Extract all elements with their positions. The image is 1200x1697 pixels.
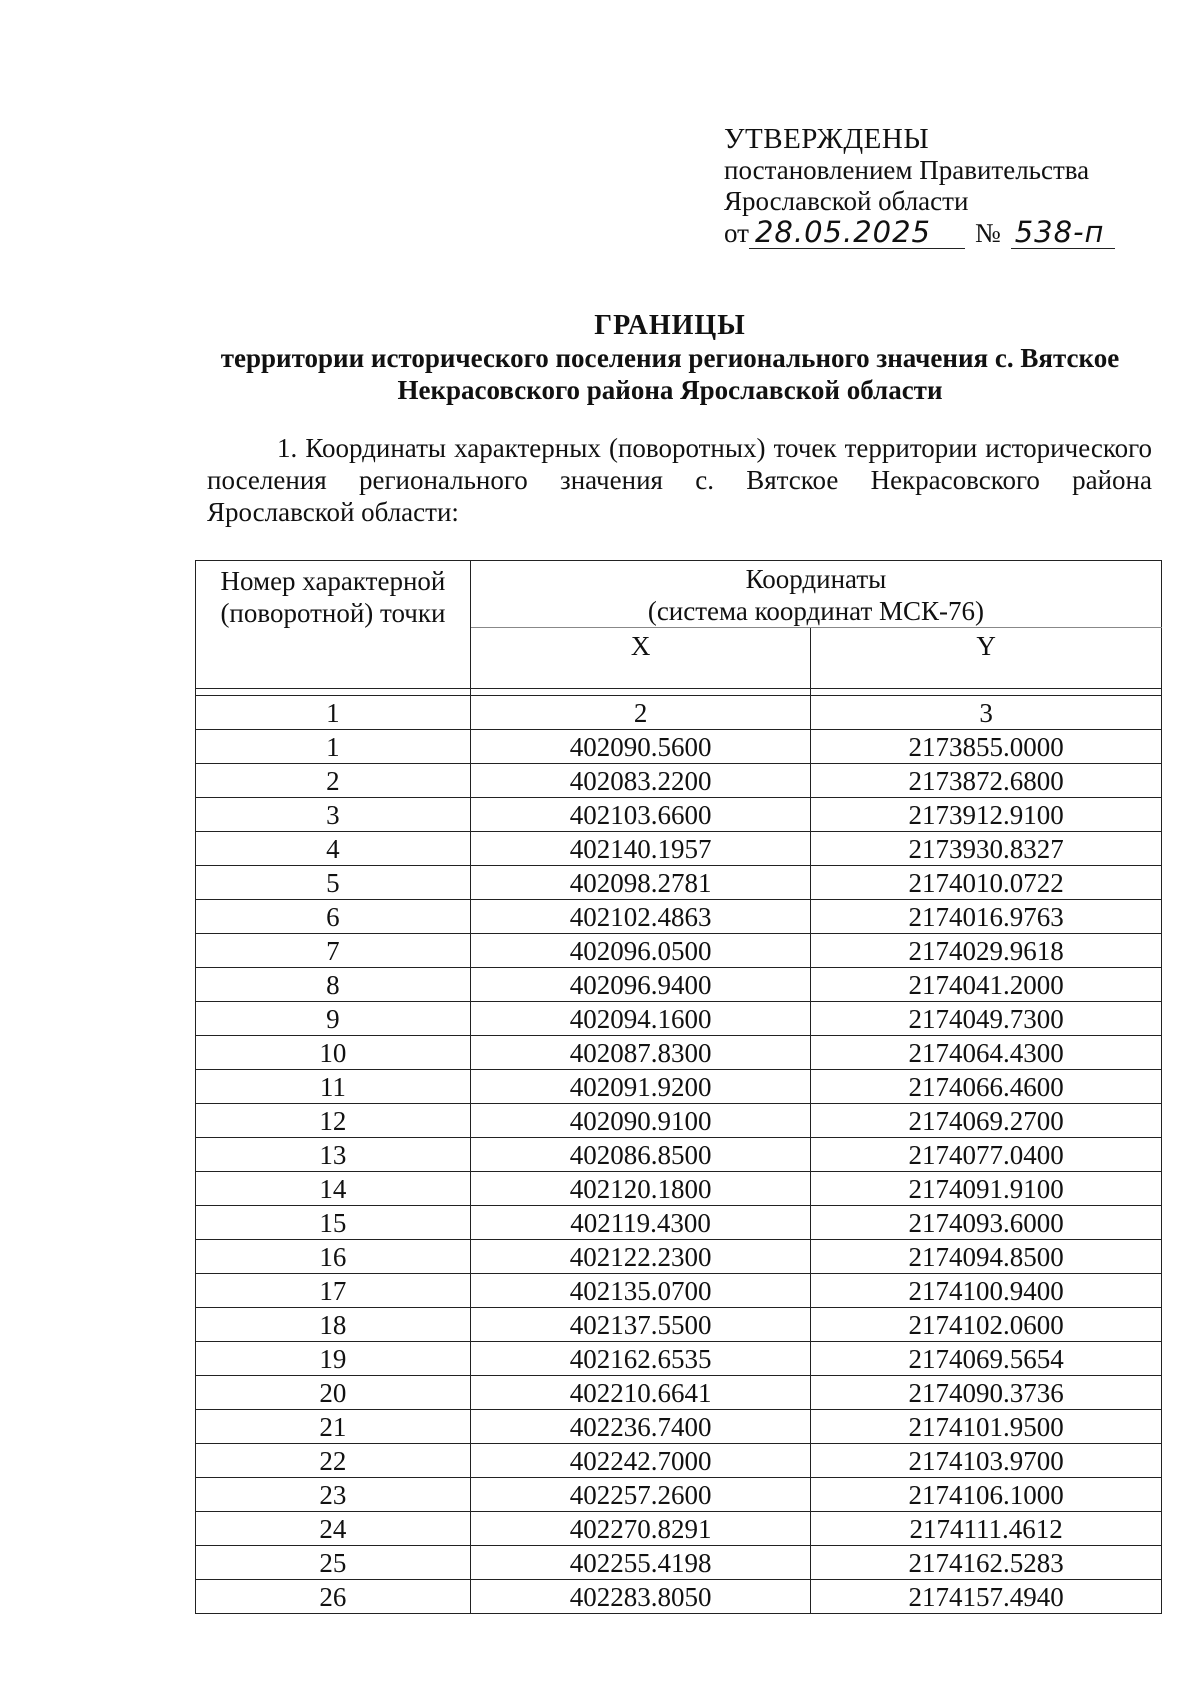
- approval-date-number-line: [724, 217, 1115, 249]
- y-coordinate-cell: 2174162.5283: [811, 1546, 1162, 1580]
- x-coordinate-cell: 402270.8291: [470, 1512, 810, 1546]
- table-row: [196, 1240, 1162, 1274]
- y-coordinate-cell: 2174066.4600: [811, 1070, 1162, 1104]
- x-coordinate-cell: 402283.8050: [470, 1580, 810, 1614]
- table-row: [196, 1206, 1162, 1240]
- table-row: [196, 1512, 1162, 1546]
- y-coordinate-cell: 2174010.0722: [811, 866, 1162, 900]
- point-number-cell: 21: [196, 1410, 471, 1444]
- column-number-row: [196, 696, 1162, 730]
- table-row: [196, 730, 1162, 764]
- header-point-number-text: Номер характерной (поворотной) точки: [220, 566, 446, 628]
- table-row: [196, 934, 1162, 968]
- y-coordinate-cell: 2174103.9700: [811, 1444, 1162, 1478]
- table-row: [196, 1104, 1162, 1138]
- y-coordinate-cell: 2173855.0000: [811, 730, 1162, 764]
- point-number-cell: 2: [196, 764, 471, 798]
- point-number-cell: 7: [196, 934, 471, 968]
- approval-ot-label: от: [724, 218, 749, 248]
- document-title-block: [190, 310, 1150, 406]
- y-coordinate-cell: 2173912.9100: [811, 798, 1162, 832]
- x-coordinate-cell: 402257.2600: [470, 1478, 810, 1512]
- y-coordinate-cell: 2174064.4300: [811, 1036, 1162, 1070]
- y-coordinate-cell: 2174100.9400: [811, 1274, 1162, 1308]
- x-coordinate-cell: 402162.6535: [470, 1342, 810, 1376]
- x-coordinate-cell: 402090.5600: [470, 730, 810, 764]
- table-row: [196, 1036, 1162, 1070]
- intro-paragraph: 1. Координаты характерных (поворотных) точек территории исторического поселения регионального значения с. Вятское Некрасовского района Ярославской области:: [207, 433, 1152, 527]
- x-coordinate-cell: 402102.4863: [470, 900, 810, 934]
- x-coordinate-cell: 402087.8300: [470, 1036, 810, 1070]
- document-subtitle-line-1: территории исторического поселения регионального значения с. Вятское: [220, 343, 1120, 373]
- x-coordinate-cell: 402120.1800: [470, 1172, 810, 1206]
- y-coordinate-cell: 2174157.4940: [811, 1580, 1162, 1614]
- point-number-cell: 16: [196, 1240, 471, 1274]
- point-number-cell: 22: [196, 1444, 471, 1478]
- header-spacer-row: [196, 689, 1162, 696]
- coordinates-table: [195, 560, 1162, 1614]
- document-subtitle-line-2: Некрасовского района Ярославской области: [397, 375, 943, 405]
- x-coordinate-cell: 402119.4300: [470, 1206, 810, 1240]
- header-coordinates-title: Координаты: [745, 564, 887, 594]
- point-number-cell: 14: [196, 1172, 471, 1206]
- y-coordinate-cell: 2174069.5654: [811, 1342, 1162, 1376]
- point-number-cell: 1: [196, 730, 471, 764]
- header-x: X: [470, 628, 810, 689]
- x-coordinate-cell: 402255.4198: [470, 1546, 810, 1580]
- y-coordinate-cell: 2174069.2700: [811, 1104, 1162, 1138]
- y-coordinate-cell: 2174029.9618: [811, 934, 1162, 968]
- x-coordinate-cell: 402135.0700: [470, 1274, 810, 1308]
- point-number-cell: 11: [196, 1070, 471, 1104]
- approval-heading: УТВЕРЖДЕНЫ: [724, 123, 930, 155]
- y-coordinate-cell: 2174106.1000: [811, 1478, 1162, 1512]
- table-row: [196, 900, 1162, 934]
- y-coordinate-cell: 2174094.8500: [811, 1240, 1162, 1274]
- table-row: [196, 1308, 1162, 1342]
- x-coordinate-cell: 402137.5500: [470, 1308, 810, 1342]
- header-coordinates-system: (система координат МСК-76): [647, 596, 985, 626]
- point-number-cell: 19: [196, 1342, 471, 1376]
- x-coordinate-cell: 402090.9100: [470, 1104, 810, 1138]
- y-coordinate-cell: 2174016.9763: [811, 900, 1162, 934]
- column-number-3: 3: [811, 696, 1162, 730]
- x-coordinate-cell: 402094.1600: [470, 1002, 810, 1036]
- point-number-cell: 25: [196, 1546, 471, 1580]
- table-row: [196, 1410, 1162, 1444]
- table-row: [196, 1070, 1162, 1104]
- point-number-cell: 24: [196, 1512, 471, 1546]
- point-number-cell: 18: [196, 1308, 471, 1342]
- x-coordinate-cell: 402122.2300: [470, 1240, 810, 1274]
- table-row: [196, 1002, 1162, 1036]
- point-number-cell: 15: [196, 1206, 471, 1240]
- table-row: [196, 1478, 1162, 1512]
- point-number-cell: 3: [196, 798, 471, 832]
- document-title: ГРАНИЦЫ: [594, 310, 746, 341]
- y-coordinate-cell: 2174101.9500: [811, 1410, 1162, 1444]
- approval-line-1: постановлением Правительства: [724, 155, 1090, 185]
- table-row: [196, 1138, 1162, 1172]
- table-row: [196, 1444, 1162, 1478]
- y-coordinate-cell: 2174041.2000: [811, 968, 1162, 1002]
- point-number-cell: 17: [196, 1274, 471, 1308]
- x-coordinate-cell: 402140.1957: [470, 832, 810, 866]
- table-row: [196, 1274, 1162, 1308]
- coordinates-table-body: [196, 689, 1162, 1614]
- x-coordinate-cell: 402091.9200: [470, 1070, 810, 1104]
- point-number-cell: 12: [196, 1104, 471, 1138]
- coordinates-table-header: [196, 561, 1162, 689]
- y-coordinate-cell: 2173872.6800: [811, 764, 1162, 798]
- y-coordinate-cell: 2174091.9100: [811, 1172, 1162, 1206]
- approval-date: 28.05.2025: [749, 217, 965, 249]
- column-number-1: 1: [196, 696, 471, 730]
- x-coordinate-cell: 402083.2200: [470, 764, 810, 798]
- point-number-cell: 26: [196, 1580, 471, 1614]
- point-number-cell: 4: [196, 832, 471, 866]
- x-coordinate-cell: 402098.2781: [470, 866, 810, 900]
- table-row: [196, 1580, 1162, 1614]
- table-row: [196, 866, 1162, 900]
- y-coordinate-cell: 2174102.0600: [811, 1308, 1162, 1342]
- column-number-2: 2: [470, 696, 810, 730]
- point-number-cell: 23: [196, 1478, 471, 1512]
- table-row: [196, 1546, 1162, 1580]
- approval-number: 538-п: [1011, 217, 1115, 249]
- x-coordinate-cell: 402236.7400: [470, 1410, 810, 1444]
- point-number-cell: 6: [196, 900, 471, 934]
- table-row: [196, 1172, 1162, 1206]
- x-coordinate-cell: 402096.0500: [470, 934, 810, 968]
- y-coordinate-cell: 2174090.3736: [811, 1376, 1162, 1410]
- y-coordinate-cell: 2174111.4612: [811, 1512, 1162, 1546]
- table-row: [196, 1376, 1162, 1410]
- approval-block: [724, 124, 1115, 249]
- point-number-cell: 20: [196, 1376, 471, 1410]
- header-point-number: [196, 561, 471, 689]
- x-coordinate-cell: 402086.8500: [470, 1138, 810, 1172]
- y-coordinate-cell: 2173930.8327: [811, 832, 1162, 866]
- x-coordinate-cell: 402210.6641: [470, 1376, 810, 1410]
- point-number-cell: 13: [196, 1138, 471, 1172]
- point-number-cell: 8: [196, 968, 471, 1002]
- table-row: [196, 1342, 1162, 1376]
- point-number-cell: 10: [196, 1036, 471, 1070]
- x-coordinate-cell: 402096.9400: [470, 968, 810, 1002]
- y-coordinate-cell: 2174093.6000: [811, 1206, 1162, 1240]
- table-row: [196, 968, 1162, 1002]
- x-coordinate-cell: 402242.7000: [470, 1444, 810, 1478]
- header-coordinates: [470, 561, 1161, 628]
- y-coordinate-cell: 2174077.0400: [811, 1138, 1162, 1172]
- x-coordinate-cell: 402103.6600: [470, 798, 810, 832]
- y-coordinate-cell: 2174049.7300: [811, 1002, 1162, 1036]
- table-row: [196, 764, 1162, 798]
- approval-line-2: Ярославской области: [724, 186, 969, 216]
- header-y: Y: [811, 628, 1162, 689]
- table-row: [196, 798, 1162, 832]
- point-number-cell: 9: [196, 1002, 471, 1036]
- table-row: [196, 832, 1162, 866]
- point-number-cell: 5: [196, 866, 471, 900]
- approval-number-label: №: [974, 218, 1001, 248]
